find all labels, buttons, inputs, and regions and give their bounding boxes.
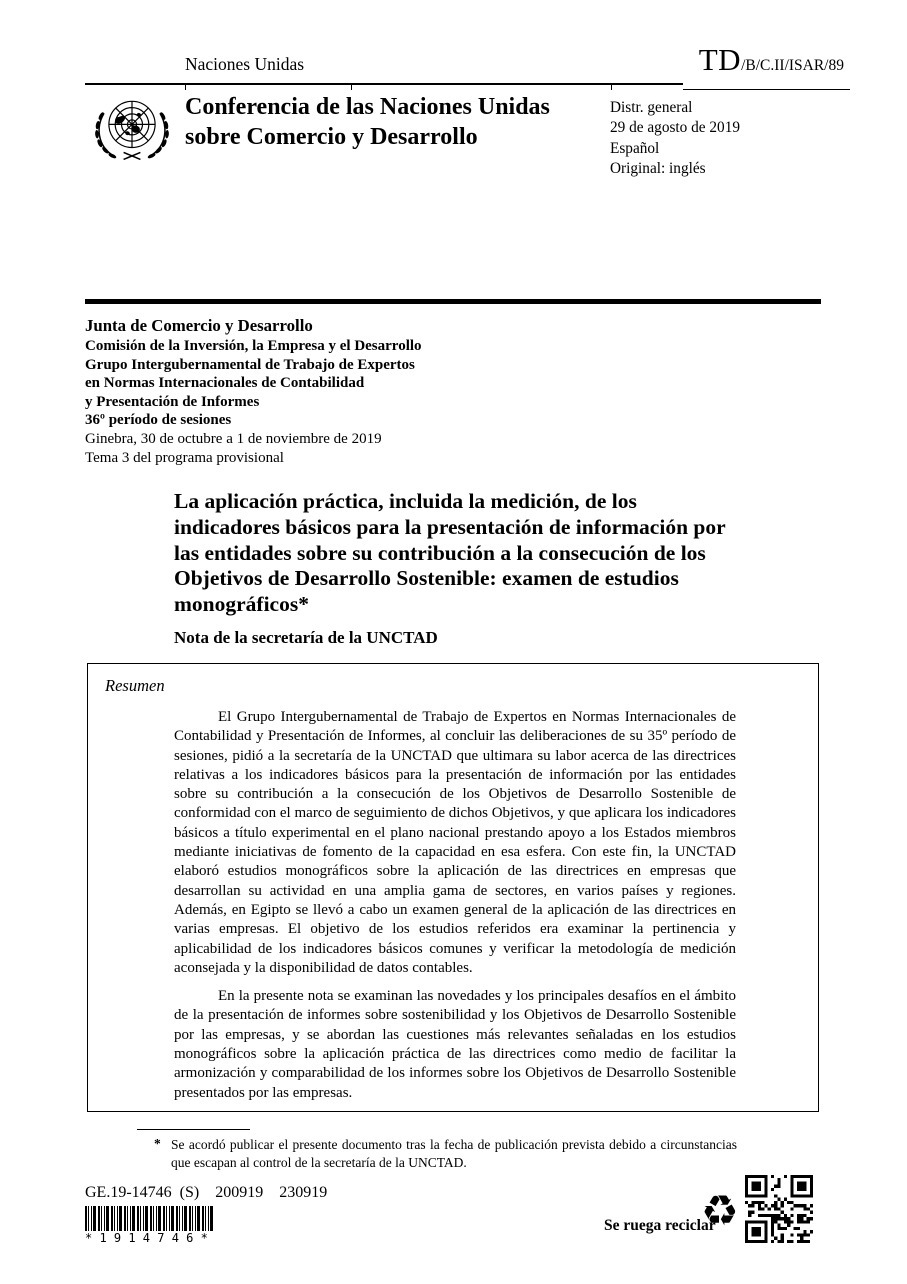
document-title-line3: las entidades sobre su contribución a la consecución de los [174,540,706,565]
conference-title-line2: sobre Comercio y Desarrollo [185,123,478,150]
distribution-block [610,98,740,179]
session-board: Junta de Comercio y Desarrollo [85,316,313,335]
session-group-line2: en Normas Internacionales de Contabilidad [85,375,365,392]
distribution-original: Original: inglés [610,159,706,177]
org-name: Naciones Unidas [185,54,305,74]
conference-title [185,93,550,152]
distribution-language: Español [610,139,660,157]
masthead-rule-left [85,83,683,85]
document-subtitle: Nota de la secretaría de la UNCTAD [174,628,438,647]
summary-box [87,663,819,1112]
footnote-marker: * [154,1136,161,1151]
session-block [85,315,422,467]
distribution-type: Distr. general [610,99,693,116]
session-commission: Comisión de la Inversión, la Empresa y el Desarrollo [85,338,422,354]
masthead-tick-2 [351,84,352,90]
summary-label: Resumen [105,676,165,695]
heavy-divider-rule [85,299,821,304]
session-number: 36º período de sesiones [85,412,232,429]
session-group-line3: y Presentación de Informes [85,393,260,410]
qr-code [745,1175,813,1243]
summary-paragraph-2: En la presente nota se examinan las novedades y los principales desafíos en el ámbito de la presentación de informes sobre sostenibilidad y los Objetivos de Desarrollo Sostenible por las empresas, y se abordan las cuestiones más relevantes señaladas en los estudios monográficos sobre la aplicación práctica de las directrices como medio de facilitar la armonización y comparabilidad de los informes sobre los Objetivos de Desarrollo Sostenible presentados por las empresas. [174,988,736,1101]
document-symbol-prefix: TD [698,42,742,77]
document-title [174,489,726,618]
ge-reference-line: GE.19-14746 (S) 200919 230919 [85,1184,328,1201]
session-agenda-item: Tema 3 del programa provisional [85,449,284,466]
footnote-text: Se acordó publicar el presente documento tras la fecha de publicación prevista debido a circunstancias que escapan al control de la secretaría de la UNCTAD. [171,1137,737,1170]
document-title-line5: monográficos* [174,592,309,617]
document-symbol [699,42,844,78]
barcode-digits: * 1 9 1 4 7 4 6 * [85,1231,208,1245]
document-title-line4: Objetivos de Desarrollo Sostenible: examen de estudios [174,566,679,591]
document-title-line2: indicadores básicos para la presentación de información por [174,514,726,539]
session-group-line1: Grupo Intergubernamental de Trabajo de Expertos [85,356,415,373]
masthead-tick-1 [185,84,186,90]
recycle-icon: ♻ [701,1186,739,1235]
session-place-date: Ginebra, 30 de octubre a 1 de noviembre de 2019 [85,430,382,447]
distribution-date: 29 de agosto de 2019 [610,119,741,137]
document-symbol-suffix: /B/C.II/ISAR/89 [741,57,844,74]
un-emblem-logo [90,95,174,165]
summary-text [88,708,818,1103]
document-title-line1: La aplicación práctica, incluida la medición, de los [174,489,637,513]
recycle-label: Se ruega reciclar [604,1217,716,1234]
barcode [85,1206,215,1231]
masthead-tick-3 [611,84,612,90]
footnote-rule [137,1129,250,1130]
conference-title-line1: Conferencia de las Naciones Unidas [185,94,550,120]
masthead-rule-right [683,89,850,91]
summary-paragraph-1: El Grupo Intergubernamental de Trabajo de Expertos en Normas Internacionales de Contabilidad y Presentación de Informes, al concluir las deliberaciones de su 35º período de sesiones, pidió a la secretaría de la UNCTAD que ultimara su labor acerca de las directrices relativas a los indicadores básicos para la presentación de información por las entidades sobre su contribución a la consecución de los Objetivos de Desarrollo Sostenible de conformidad con el marco de seguimiento de dichos Objetivos, y que aplicara los indicadores básicos a título experimental en el plano nacional prestando apoyo a los Estados miembros mediante iniciativas de fomento de la capacidad en esa esfera. Con este fin, la UNCTAD elaboró estudios monográficos sobre la aplicación de las directrices en empresas que desarrollan su actividad en una amplia gama de sectores, en varios países y regiones. Además, en Egipto se llevó a cabo un examen general de la aplicación de las directrices en varias empresas. El objetivo de los estudios referidos era examinar la pertinencia y aplicabilidad de los indicadores básicos comunes y verificar la metodología de medición aconsejada y la disponibilidad de datos contables. [174,709,736,976]
